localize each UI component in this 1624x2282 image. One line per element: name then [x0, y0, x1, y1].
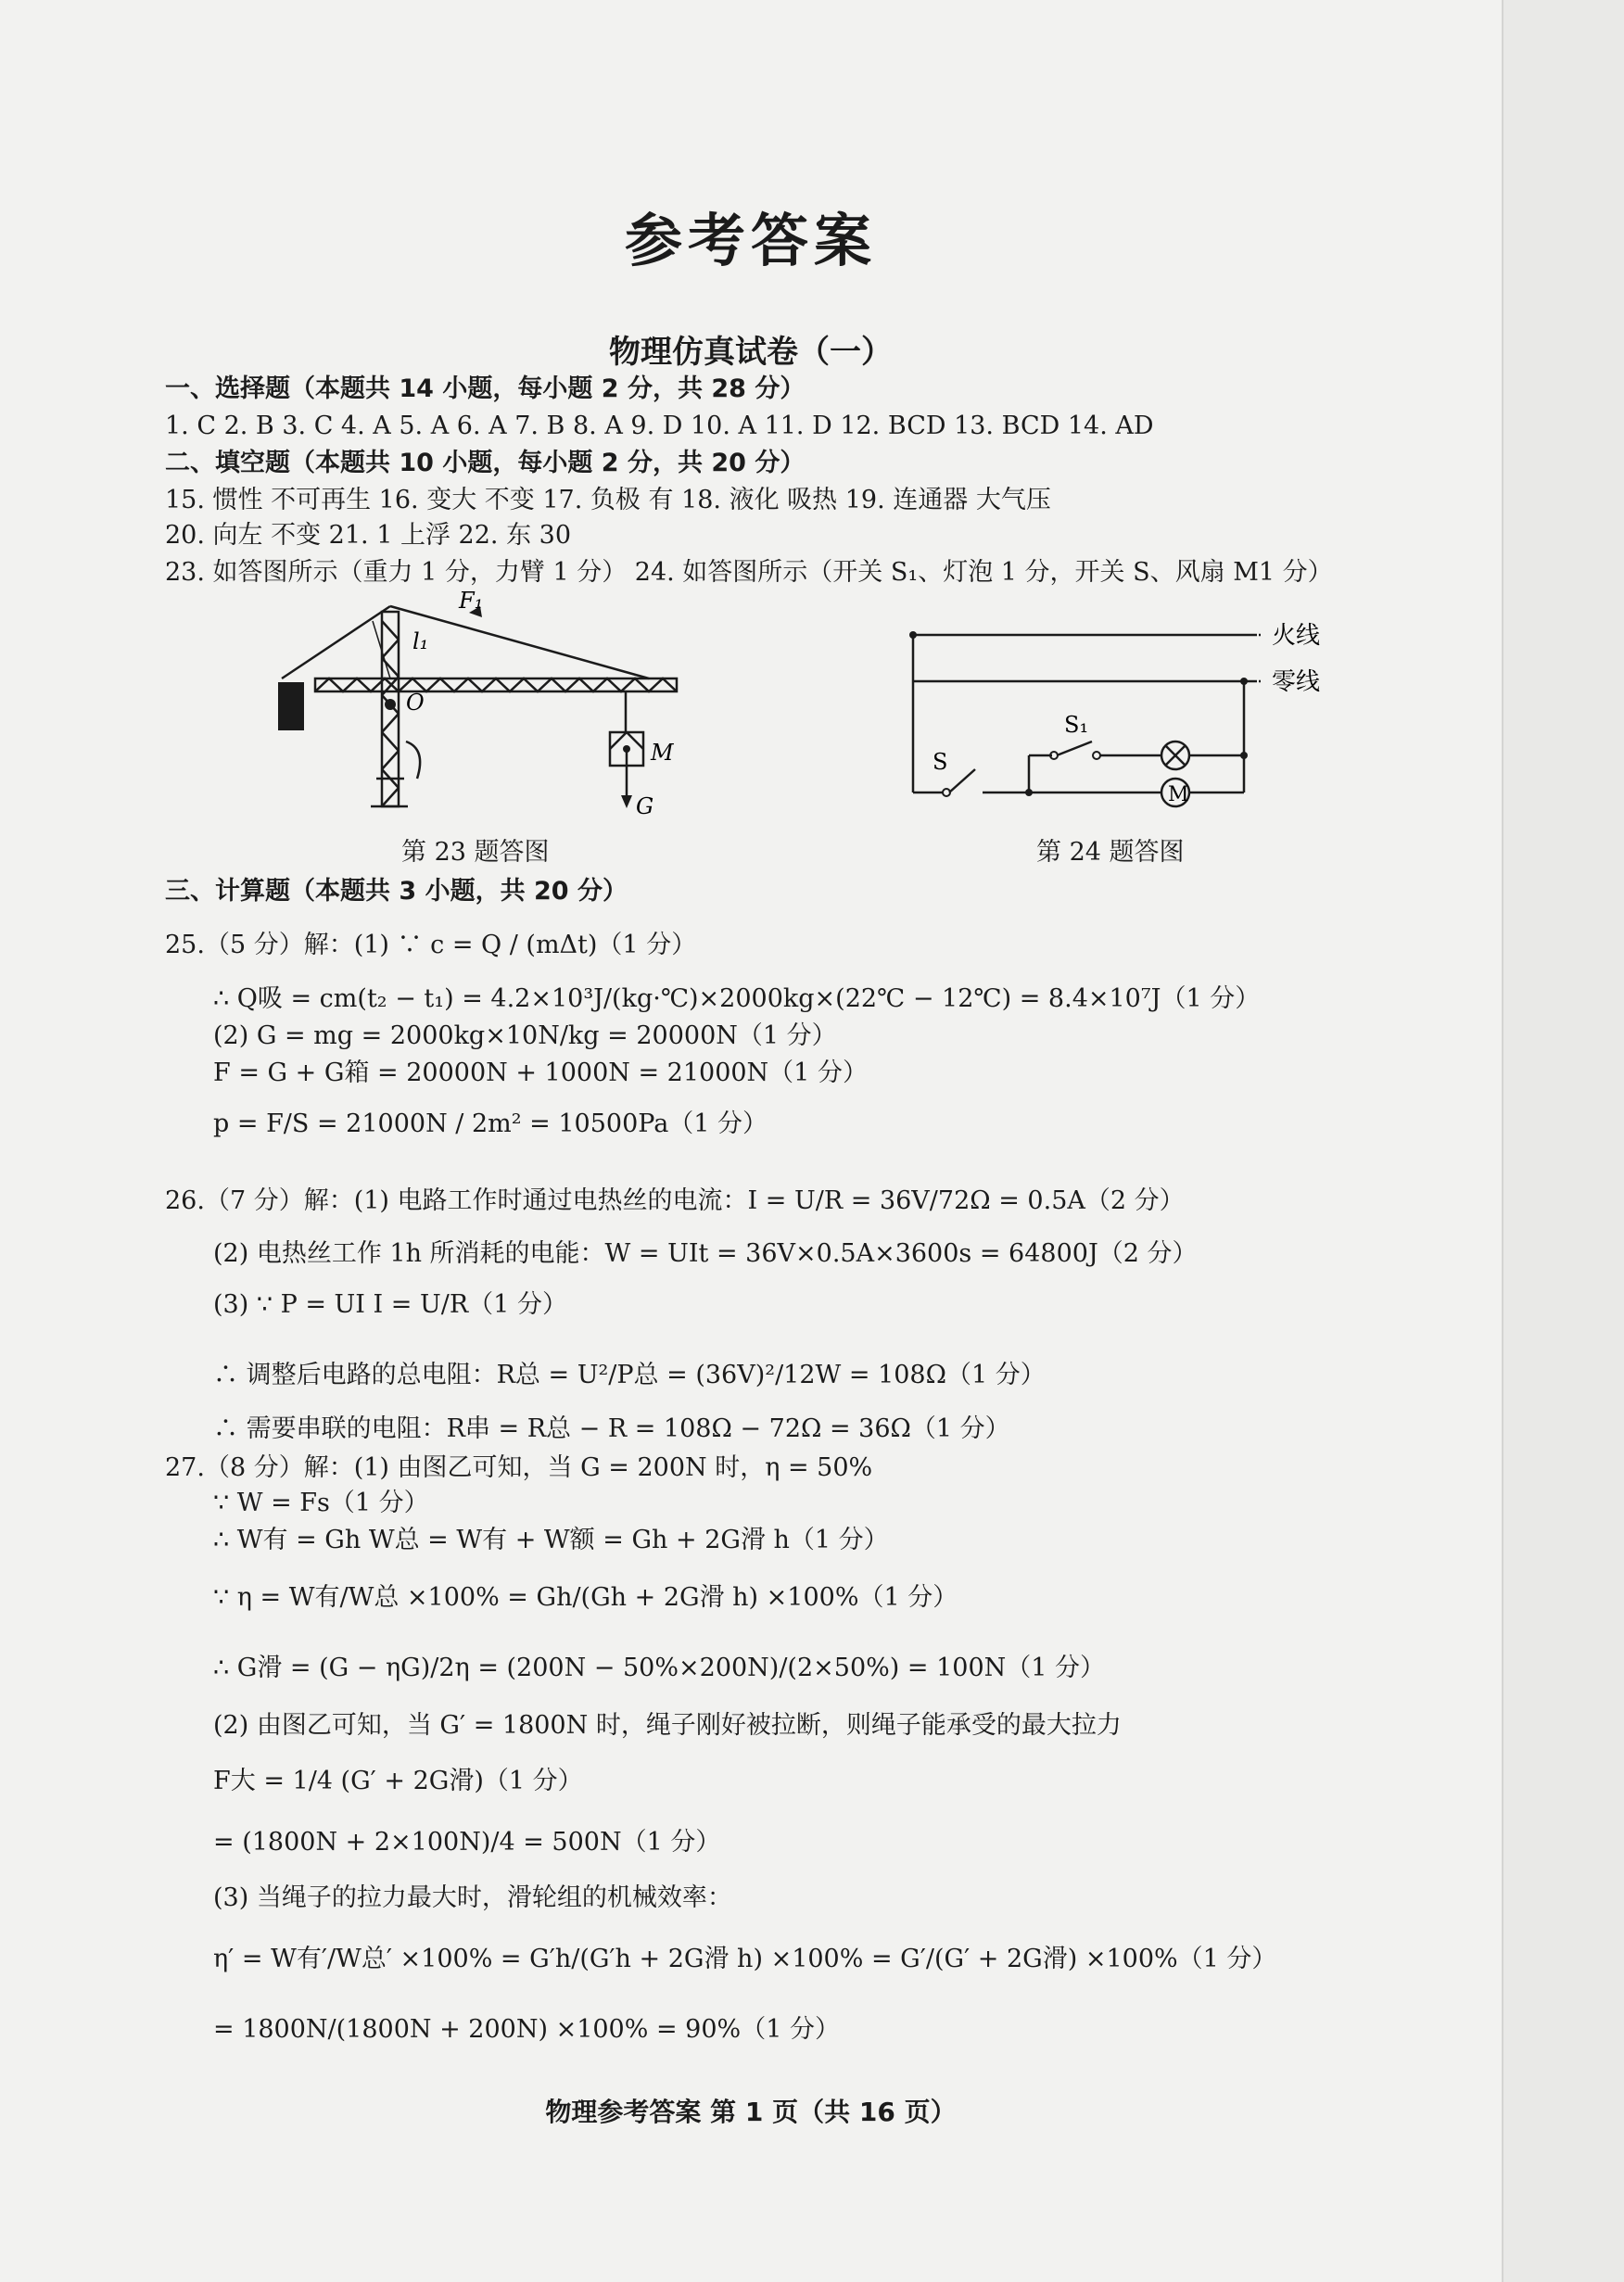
q27-line: 27.（8 分）解：(1) 由图乙可知，当 G = 200N 时，η = 50% [165, 1453, 873, 1482]
paper-subtitle: 物理仿真试卷（一） [609, 334, 893, 371]
q27-line-g: = (1800N + 2×100N)/4 = 500N（1 分） [213, 1828, 721, 1857]
q25-line: 25.（5 分）解：(1) ∵ c = Q / (mΔt)（1 分） [165, 931, 697, 959]
q26-line-c: ∴ 调整后电路的总电阻：R总 = U²/P总 = (36V)²/12W = 108Ω（1 分） [213, 1361, 1046, 1389]
q27-line-f: F大 = 1/4 (G′ + 2G滑)（1 分） [213, 1767, 583, 1795]
q27-line-c: ∵ η = W有/W总 ×100% = Gh/(Gh + 2G滑 h) ×100%（1 分） [213, 1583, 958, 1612]
load-m-label: M [651, 740, 674, 766]
fill-answers-2: 20. 向左 不变 21. 1 上浮 22. 东 30 [165, 521, 572, 550]
q27-line-j: = 1800N/(1800N + 200N) ×100% = 90%（1 分） [213, 2015, 840, 2044]
force-f1-label: F₁ [459, 588, 484, 614]
figure-23-caption: 第 23 题答图 [401, 838, 550, 867]
q27-line-a: ∵ W = Fs（1 分） [213, 1489, 429, 1517]
live-wire-label: 火线 [1272, 622, 1321, 650]
q26-line-d: ∴ 需要串联的电阻：R串 = R总 − R = 108Ω − 72Ω = 36Ω（1 分） [213, 1414, 1010, 1443]
q25-line-b: (2) G = mg = 2000kg×10N/kg = 20000N（1 分） [213, 1021, 837, 1050]
q25-line-d: p = F/S = 21000N / 2m² = 10500Pa（1 分） [213, 1109, 768, 1138]
section-calc-header: 三、计算题（本题共 3 小题，共 20 分） [165, 877, 628, 906]
switch-s-label: S [933, 749, 948, 775]
q25-line-a: ∴ Q吸 = cm(t₂ − t₁) = 4.2×10³J/(kg·℃)×2000kg×(22℃ − 12℃) = 8.4×10⁷J（1 分） [213, 984, 1261, 1013]
q27-line-d: ∴ G滑 = (G − ηG)/2η = (200N − 50%×200N)/(2×50%) = 100N（1 分） [213, 1654, 1106, 1682]
q26-line-a: (2) 电热丝工作 1h 所消耗的电能：W = UIt = 36V×0.5A×3600s = 64800J（2 分） [213, 1239, 1198, 1268]
circuit-figure [908, 612, 1353, 816]
q27-line-b: ∴ W有 = Gh W总 = W有 + W额 = Gh + 2G滑 h（1 分） [213, 1526, 889, 1554]
section-fill-header: 二、填空题（本题共 10 小题，每小题 2 分，共 20 分） [165, 449, 806, 477]
section-choice-header: 一、选择题（本题共 14 小题，每小题 2 分，共 28 分） [165, 374, 806, 403]
switch-s1-label: S₁ [1064, 712, 1089, 738]
page-footer: 物理参考答案 第 1 页（共 16 页） [545, 2097, 957, 2127]
q27-line-h: (3) 当绳子的拉力最大时，滑轮组的机械效率： [213, 1883, 732, 1912]
motor-label: M [1168, 783, 1189, 806]
choice-answers: 1. C 2. B 3. C 4. A 5. A 6. A 7. B 8. A 9. D 10. A 11. D 12. BCD 13. BCD 14. AD [165, 412, 1154, 440]
q26-line: 26.（7 分）解：(1) 电路工作时通过电热丝的电流：I = U/R = 36V/72Ω = 0.5A（2 分） [165, 1186, 1185, 1215]
page-title: 参考答案 [624, 207, 877, 274]
fill-answers-1: 15. 惯性 不可再生 16. 变大 不变 17. 负极 有 18. 液化 吸热 19. 连通器 大气压 [165, 486, 1051, 514]
q27-line-e: (2) 由图乙可知，当 G′ = 1800N 时，绳子刚好被拉断，则绳子能承受的最大拉力 [213, 1711, 1122, 1740]
q25-line-c: F = G + G箱 = 20000N + 1000N = 21000N（1 分） [213, 1059, 868, 1087]
q27-line-i: η′ = W有′/W总′ ×100% = G′h/(G′h + 2G滑 h) ×100% = G′/(G′ + 2G滑) ×100%（1 分） [213, 1945, 1277, 1973]
gravity-g-label: G [636, 793, 654, 819]
crane-figure [269, 588, 695, 834]
neutral-wire-label: 零线 [1272, 668, 1321, 696]
figure-24-caption: 第 24 题答图 [1036, 838, 1185, 867]
drawing-answers: 23. 如答图所示（重力 1 分，力臂 1 分） 24. 如答图所示（开关 S₁、灯泡 1 分，开关 S、风扇 M1 分） [165, 558, 1333, 587]
q26-line-b: (3) ∵ P = UI I = U/R（1 分） [213, 1290, 567, 1319]
pivot-o-label: O [406, 690, 425, 716]
arm-l1-label: l₁ [412, 628, 429, 654]
